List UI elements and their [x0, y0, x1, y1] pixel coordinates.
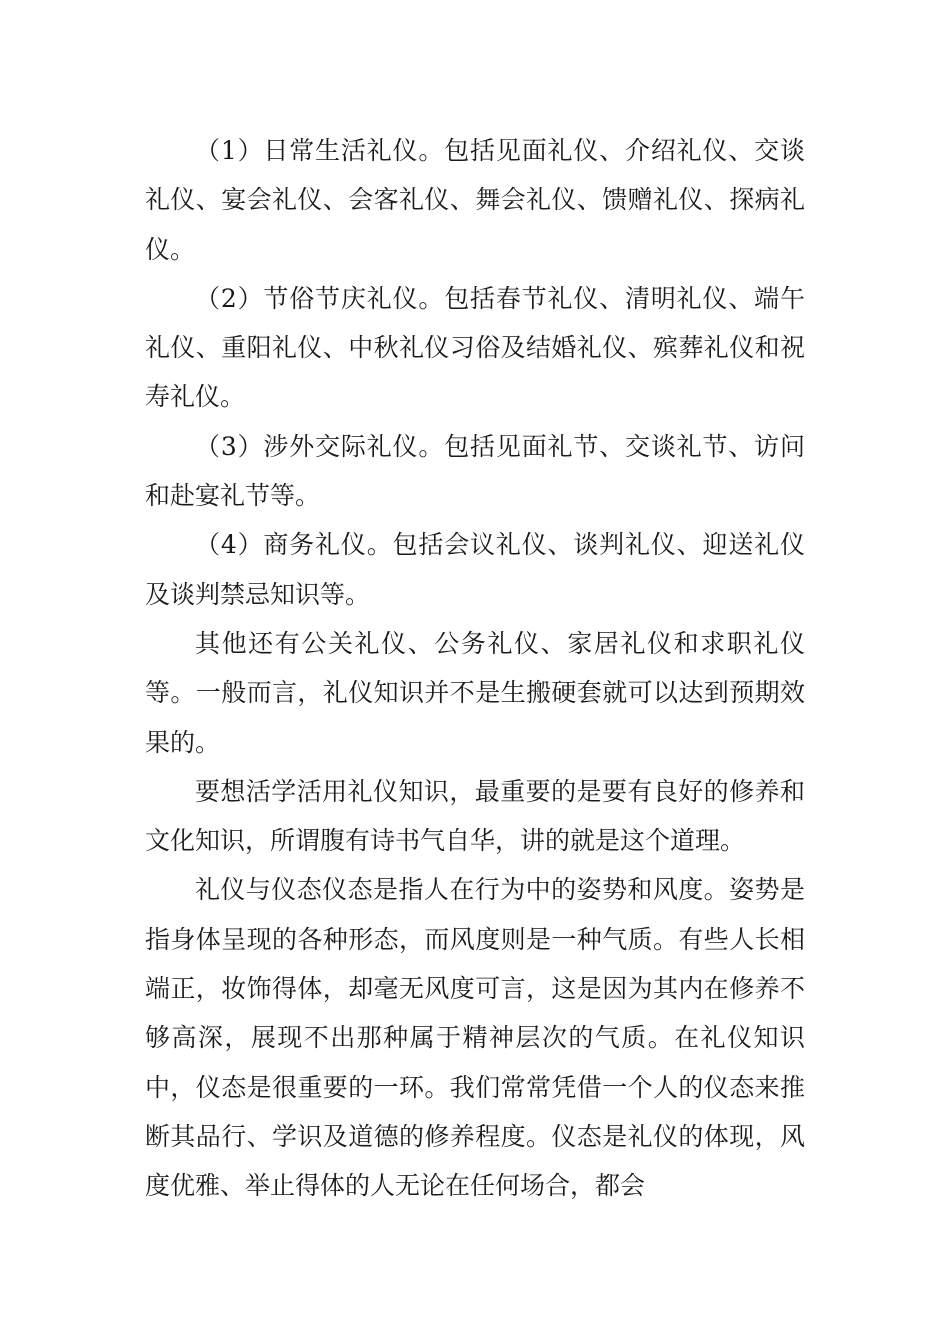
document-body — [145, 126, 805, 1211]
paragraph-foreign-etiquette: （3）涉外交际礼仪。包括见面礼节、交谈礼节、访问和赴宴礼节等。 — [145, 431, 805, 511]
paragraph-cultivation: 要想活学活用礼仪知识，最重要的是要有良好的修养和文化知识，所谓腹有诗书气自华，讲的就是这个道理。 — [145, 776, 805, 856]
paragraph-festival-etiquette: （2）节俗节庆礼仪。包括春节礼仪、清明礼仪、端午礼仪、重阳礼仪、中秋礼仪习俗及结婚礼仪、殡葬礼仪和祝寿礼仪。 — [145, 283, 805, 412]
paragraph-other-etiquette: 其他还有公关礼仪、公务礼仪、家居礼仪和求职礼仪等。一般而言，礼仪知识并不是生搬硬套就可以达到预期效果的。 — [145, 628, 805, 757]
paragraph-posture: 礼仪与仪态仪态是指人在行为中的姿势和风度。姿势是指身体呈现的各种形态，而风度则是一种气质。有些人长相端正，妆饰得体，却毫无风度可言，这是因为其内在修养不够高深，展现不出那种属于精神层次的气质。在礼仪知识中，仪态是很重要的一环。我们常常凭借一个人的仪态来推断其品行、学识及道德的修养程度。仪态是礼仪的体现，风度优雅、举止得体的人无论在任何场合，都会 — [145, 875, 805, 1201]
paragraph-daily-etiquette: （1）日常生活礼仪。包括见面礼仪、介绍礼仪、交谈礼仪、宴会礼仪、会客礼仪、舞会礼仪、馈赠礼仪、探病礼仪。 — [145, 136, 805, 264]
paragraph-business-etiquette: （4）商务礼仪。包括会议礼仪、谈判礼仪、迎送礼仪及谈判禁忌知识等。 — [145, 530, 805, 609]
